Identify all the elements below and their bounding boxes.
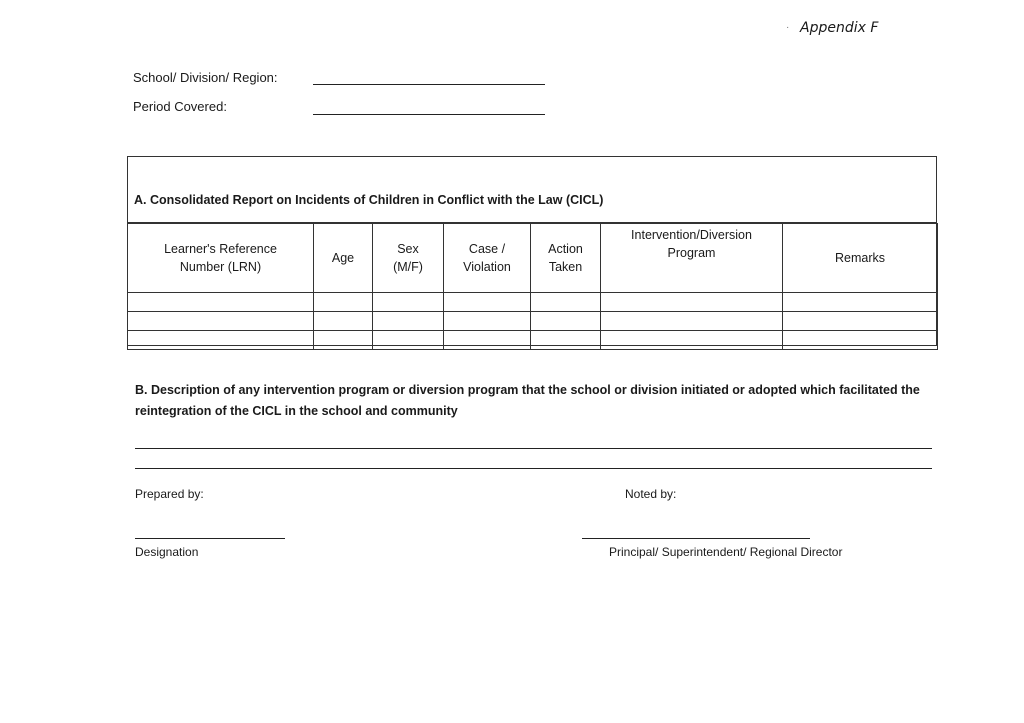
prepared-by-label: Prepared by: <box>135 487 204 501</box>
designation-caption: Designation <box>135 545 199 559</box>
column-header-action: Action Taken <box>531 224 601 293</box>
table-cell[interactable] <box>531 293 601 312</box>
table-cell[interactable] <box>373 331 444 350</box>
incident-grid <box>127 223 938 350</box>
section-a-title-row <box>128 157 936 223</box>
column-header-case: Case / Violation <box>444 224 531 293</box>
column-header-lrn: Learner's Reference Number (LRN) <box>128 224 314 293</box>
table-cell[interactable] <box>444 293 531 312</box>
table-cell[interactable] <box>444 312 531 331</box>
table-row <box>128 312 938 331</box>
table-cell[interactable] <box>314 293 373 312</box>
table-cell[interactable] <box>601 293 783 312</box>
section-a-title: A. Consolidated Report on Incidents of Children in Conflict with the Law (CICL) <box>134 193 604 207</box>
table-cell[interactable] <box>373 312 444 331</box>
table-cell[interactable] <box>531 331 601 350</box>
table-row <box>128 293 938 312</box>
table-cell[interactable] <box>601 331 783 350</box>
table-cell[interactable] <box>314 331 373 350</box>
column-header-remarks: Remarks <box>783 224 938 293</box>
table-header-row <box>128 224 938 293</box>
description-line-2[interactable] <box>135 468 932 469</box>
noted-by-signature-line[interactable] <box>582 538 810 539</box>
section-b-title: B. Description of any intervention program or diversion program that the school or division initiated or adopted which facilitated the reintegration of the CICL in the school and community <box>135 383 920 418</box>
table-cell[interactable] <box>314 312 373 331</box>
table-row <box>128 331 938 350</box>
table-cell[interactable] <box>373 293 444 312</box>
bullet-mark: · <box>786 22 790 33</box>
table-cell[interactable] <box>783 293 938 312</box>
prepared-by-signature-line[interactable] <box>135 538 285 539</box>
principal-caption: Principal/ Superintendent/ Regional Director <box>609 545 843 559</box>
table-cell[interactable] <box>601 312 783 331</box>
table-cell[interactable] <box>128 312 314 331</box>
cicl-report-table <box>127 156 937 346</box>
table-cell[interactable] <box>531 312 601 331</box>
school-division-region-label: School/ Division/ Region: <box>133 70 278 85</box>
period-covered-label: Period Covered: <box>133 99 227 114</box>
appendix-label: Appendix F <box>800 20 879 36</box>
table-cell[interactable] <box>128 293 314 312</box>
period-covered-field[interactable] <box>313 114 545 115</box>
noted-by-label: Noted by: <box>625 487 677 501</box>
table-cell[interactable] <box>128 331 314 350</box>
table-cell[interactable] <box>783 312 938 331</box>
description-line-1[interactable] <box>135 448 932 449</box>
column-header-intervention: Intervention/Diversion Program <box>601 224 783 293</box>
column-header-age: Age <box>314 224 373 293</box>
table-cell[interactable] <box>444 331 531 350</box>
school-division-region-field[interactable] <box>313 84 545 85</box>
table-cell[interactable] <box>783 331 938 350</box>
column-header-sex: Sex (M/F) <box>373 224 444 293</box>
